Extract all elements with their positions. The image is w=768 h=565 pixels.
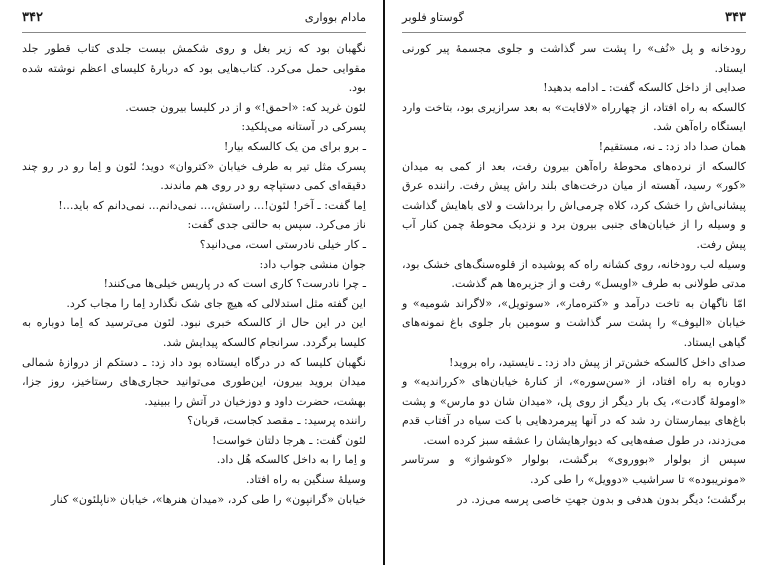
paragraph: خیابان «گرانپون» را طی کرد، «میدان هنرها»، خیابان «ناپلئون» کنار <box>50 492 366 506</box>
paragraph: ـ برو برای من یک کالسکه بیار! <box>223 139 366 153</box>
paragraph: برگشت؛ دیگر بدون هدفی و بدون جهتِ خاصی پرسه می‌زد. در <box>457 492 746 506</box>
paragraph: جوان منشی جواب داد: <box>259 257 366 271</box>
paragraph: کالسکه به راه افتاد، از چهارراه «لافایت» به بعد سرازیری بود، بتاخت وارد ایستگاه راه‌آهن شد. <box>402 100 746 134</box>
paragraph: پسرکی در آستانه می‌پلکید: <box>241 120 366 134</box>
paragraph: این گفته مثل استدلالی که هیچ جای شک نگذارد اِما را مجاب کرد. <box>66 296 366 310</box>
left-body-text <box>22 39 366 509</box>
paragraph: لئون غرید که: «احمق!» و از در کلیسا بیرون جست. <box>125 100 366 114</box>
right-running-title: گوستاو فلوبر <box>402 10 465 24</box>
paragraph: صدایی از داخل کالسکه گفت: ـ ادامه بدهید! <box>543 81 746 95</box>
paragraph: لئون گفت: ـ هرجا دلتان خواست! <box>211 433 366 447</box>
left-running-head <box>22 10 366 33</box>
left-page-number: ۳۴۲ <box>22 10 43 25</box>
paragraph: امّا ناگهان به تاخت درآمد و «کتره‌مار»، «سوتویل»، «لاگراند شومیه» و خیابان «الیوف» را پشت سر گذاشت و سومین بار جلوی باغ نمونه‌های گیاهی ایستاد. <box>402 296 746 349</box>
paragraph: دوباره به راه افتاد، از «سن‌سوره»، از کنارهٔ خیابان‌های «کرراندیه» و «اومولهٔ گادت»، یک بار دیگر از روی پل، «میدان شان دو مارس» و پشت باغ‌های بیمارستان رد شد که در آنها پیرمردهایی با کت سیاه در آفتاب قدم می‌زدند، در طول صفه‌هایی که دیوارهایشان را عشقه سبز کرده است. <box>402 375 746 447</box>
paragraph: ناز می‌کرد. سپس به حالتی جدی گفت: <box>187 218 366 232</box>
right-page-number: ۳۴۳ <box>725 10 746 25</box>
paragraph: نگهبان کلیسا که در درگاه ایستاده بود داد زد: ـ دستکم از دروازهٔ شمالی میدان بروید بیرون، این‌طوری می‌توانید حجاری‌های رستاخیز، روز جزا، بهشت، حضرت داود و دوزخیان در آتش را ببینید. <box>22 355 366 408</box>
paragraph: نگهبان بود که زیر بغل و روی شکمش بیست جلدی کتاب قطور جلد مقوایی حمل می‌کرد. کتاب‌هایی بود که دربارهٔ کلیسای اعظم نوشته شده بود. <box>22 42 366 95</box>
paragraph: همان صدا داد زد: ـ نه، مستقیم! <box>598 139 746 153</box>
paragraph: سپس از بولوار «بووروی» برگشت، بولوار «کوشواز» و سرتاسر «مونریبوده» تا سراشیب «دوویل» را طی کرد. <box>402 453 746 487</box>
paragraph: ـ کار خیلی نادرستی است، می‌دانید؟ <box>199 237 366 251</box>
paragraph: و اِما را به داخل کالسکه هُل داد. <box>216 453 366 467</box>
paragraph: اِما گفت: ـ آخر! لئون!... راستش،... نمی‌دانم... نمی‌دانم که باید...! <box>58 198 366 212</box>
paragraph: وسیلهٔ سنگین به راه افتاد. <box>245 473 366 487</box>
right-running-head <box>402 10 746 33</box>
paragraph: پسرک مثل تیر به طرف خیابان «کتروان» دوید؛ لئون و اِما رو در رو چند دقیقه‌ای کمی دستپاچه رو در روی هم ماندند. <box>22 159 366 193</box>
right-body-text <box>402 39 746 509</box>
paragraph: ـ چرا نادرست؟ کاری است که در پاریس خیلی‌ها می‌کنند! <box>103 277 366 291</box>
paragraph: وسیله لب رودخانه، روی کشانه راه که پوشیده از قلوه‌سنگ‌های خشک بود، مدتی طولانی به طرف «اویسل» رفت و از جزیره‌ها هم گذشت. <box>402 257 746 291</box>
right-page <box>384 0 768 565</box>
paragraph: رودخانه و پل «نُف» را پشت سر گذاشت و جلوی مجسمهٔ پیر کورنی ایستاد. <box>402 42 746 75</box>
left-running-title: مادام بوواری <box>304 10 366 24</box>
paragraph: کالسکه از نرده‌های محوطهٔ راه‌آهن بیرون رفت، بعد از کمی به میدان «کور» رسید، آهسته از میان درخت‌های بلند راش پیش رفت. راننده عرق پیشانی‌اش را خشک کرد، کلاه چرمی‌اش را برداشت و لای باهایش گذاشت و وسیله را از خیابان‌های جنبی بیرون برد و نزدیک محوطهٔ چمن کنار آب پیش رفت. <box>402 159 746 251</box>
paragraph: این در این حال از کالسکه خبری نبود. لئون می‌ترسید که اِما دوباره به کلیسا برگردد. سرانجام کالسکه پیدایش شد. <box>22 316 366 349</box>
paragraph: صدای داخل کالسکه خشن‌تر از پیش داد زد: ـ نایستید، راه بروید! <box>449 355 746 369</box>
paragraph: راننده پرسید: ـ مقصد کجاست، قربان؟ <box>187 414 366 428</box>
